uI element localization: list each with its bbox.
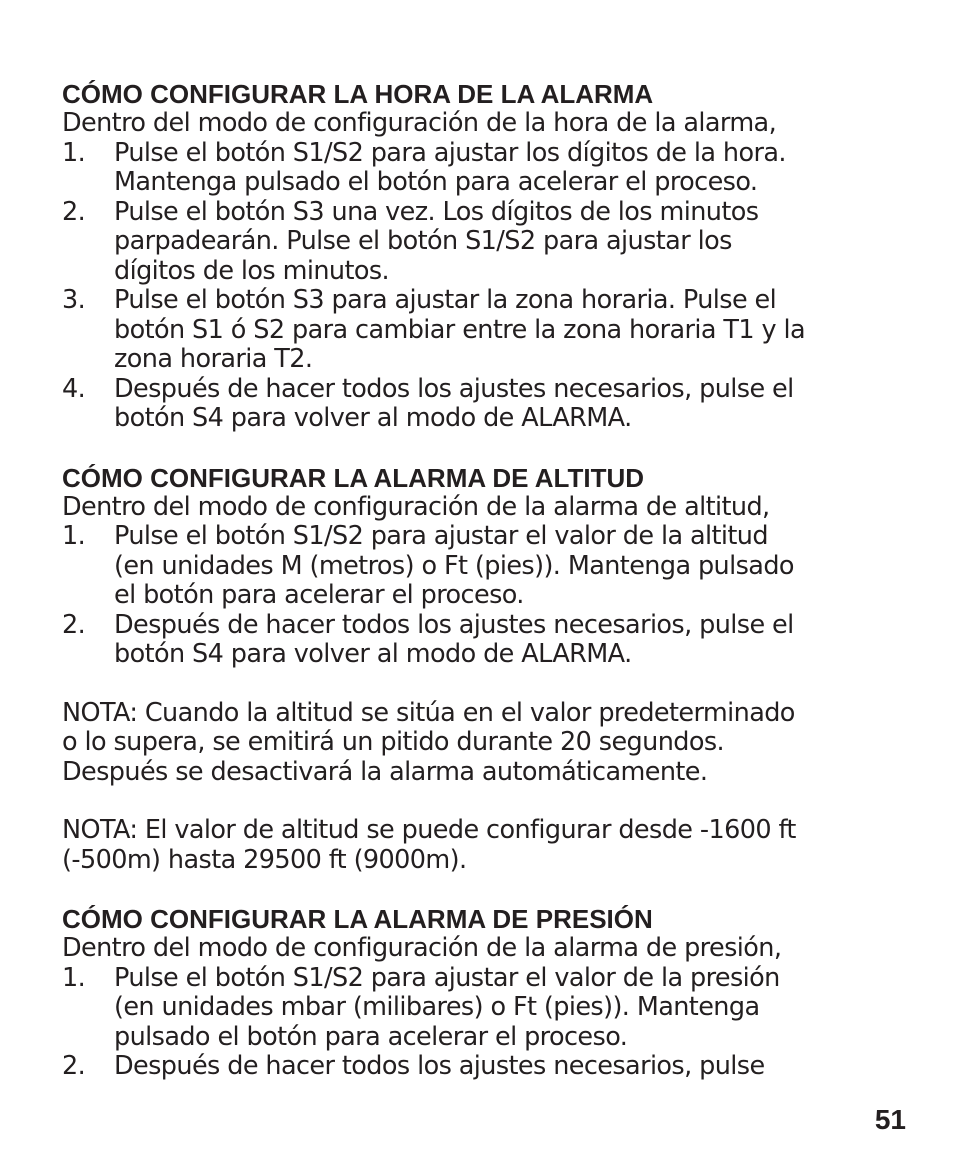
note-text: NOTA: Cuando la altitud se sitúa en el valor predeterminado	[62, 697, 795, 728]
list-item-text: parpadearán. Pulse el botón S1/S2 para ajustar los	[114, 226, 732, 256]
list-item-number: 1.	[62, 137, 86, 168]
note-altitude-beep	[62, 699, 932, 788]
list-item-text: Después de hacer todos los ajustes necesarios, pulse el	[114, 373, 794, 404]
list-item	[62, 286, 932, 375]
list-item-text: Pulse el botón S1/S2 para ajustar el valor de la presión	[114, 962, 780, 993]
list-item	[62, 375, 932, 434]
page-content	[62, 79, 932, 1111]
list-item-text: botón S4 para volver al modo de ALARMA.	[114, 639, 632, 669]
note-text: o lo supera, se emitirá un pitido durante 20 segundos.	[62, 727, 725, 757]
section-intro: Dentro del modo de configuración de la alarma de altitud,	[62, 491, 770, 522]
list-item-text: Después de hacer todos los ajustes necesarios, pulse	[114, 1051, 765, 1081]
list-item-number: 1.	[62, 962, 86, 993]
list-item-text: (en unidades M (metros) o Ft (pies)). Mantenga pulsado	[114, 550, 794, 581]
section-heading: CÓMO CONFIGURAR LA ALARMA DE ALTITUD	[62, 462, 645, 493]
section-pressure-alarm	[62, 904, 932, 1082]
list-item	[62, 1052, 932, 1082]
list-item	[62, 139, 932, 198]
list-item-number: 3.	[62, 285, 86, 315]
list-item	[62, 964, 932, 1053]
list-item-number: 2.	[62, 1051, 86, 1081]
section-intro: Dentro del modo de configuración de la hora de la alarma,	[62, 108, 777, 138]
list-item-number: 2.	[62, 609, 86, 640]
list-item-number: 2.	[62, 196, 86, 227]
list-item	[62, 522, 932, 611]
section-heading: CÓMO CONFIGURAR LA HORA DE LA ALARMA	[62, 79, 654, 109]
list-item-text: Pulse el botón S1/S2 para ajustar los dígitos de la hora.	[114, 137, 786, 168]
section-altitude-alarm	[62, 463, 932, 670]
section-intro: Dentro del modo de configuración de la alarma de presión,	[62, 933, 782, 963]
list-item-text: Mantenga pulsado el botón para acelerar el proceso.	[114, 167, 758, 197]
list-item-number: 1.	[62, 521, 86, 551]
list-item-text: Pulse el botón S1/S2 para ajustar el valor de la altitud	[114, 521, 768, 551]
list-item-text: botón S1 ó S2 para cambiar entre la zona horaria T1 y la	[114, 314, 806, 345]
list-item-text: pulsado el botón para acelerar el proceso.	[114, 1021, 628, 1052]
section-alarm-time	[62, 79, 932, 434]
note-altitude-range	[62, 816, 932, 875]
note-text: NOTA: El valor de altitud se puede configurar desde -1600 ft	[62, 815, 796, 845]
list-item-text: Pulse el botón S3 para ajustar la zona horaria. Pulse el	[114, 285, 777, 315]
list-item-text: Pulse el botón S3 una vez. Los dígitos de los minutos	[114, 196, 759, 227]
list-item-text: el botón para acelerar el proceso.	[114, 580, 524, 610]
page-number: 51	[874, 1104, 906, 1135]
note-text: Después se desactivará la alarma automáticamente.	[62, 756, 708, 787]
list-item	[62, 198, 932, 287]
list-item-text: Después de hacer todos los ajustes necesarios, pulse el	[114, 609, 794, 640]
list-item-number: 4.	[62, 373, 86, 404]
list-item-text: dígitos de los minutos.	[114, 255, 390, 286]
list-item	[62, 611, 932, 670]
section-heading: CÓMO CONFIGURAR LA ALARMA DE PRESIÓN	[62, 904, 653, 934]
list-item-text: zona horaria T2.	[114, 344, 313, 374]
note-text: (-500m) hasta 29500 ft (9000m).	[62, 844, 467, 875]
list-item-text: (en unidades mbar (milibares) o Ft (pies)). Mantenga	[114, 992, 760, 1022]
list-item-text: botón S4 para volver al modo de ALARMA.	[114, 403, 632, 433]
